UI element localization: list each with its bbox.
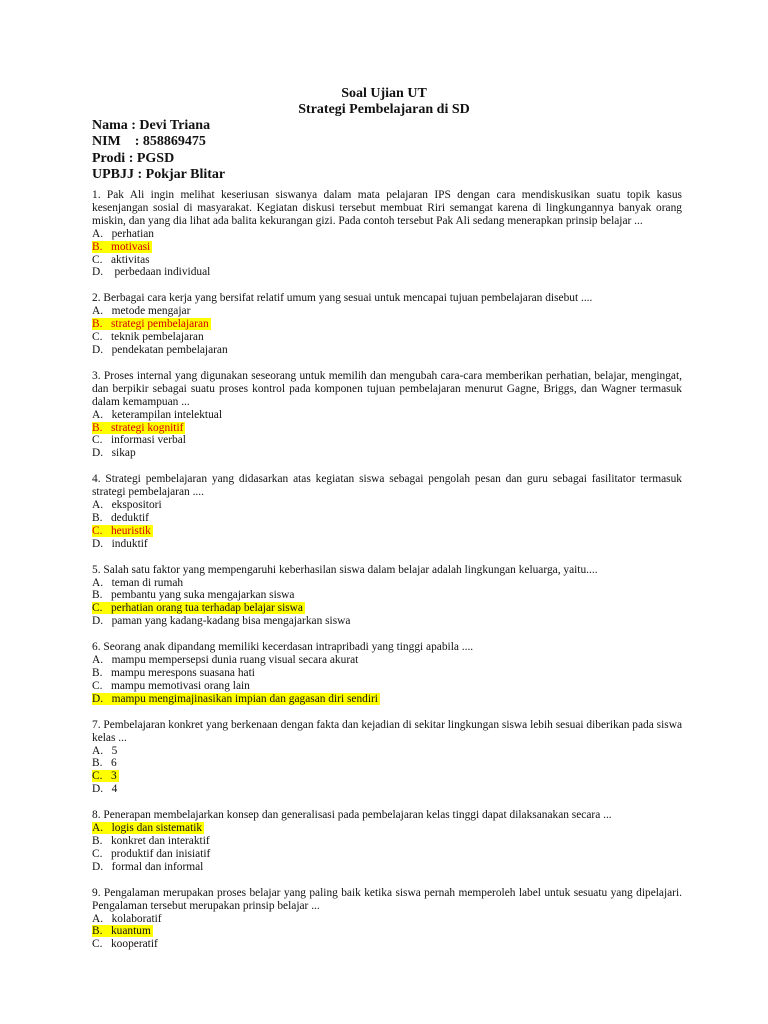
- answer-option-text: D. pendekatan pembelajaran: [92, 343, 228, 356]
- question-stem: 3. Proses internal yang digunakan seseorang untuk memilih dan mengubah cara-cara memberikan perhatian, belajar, mengingat, dan berpikir sebagai suatu proses kontrol pada komponen tujuan pembelajaran menurut Gagne, Briggs, dan Wagner termasuk dalam kemampuan ...: [92, 369, 682, 408]
- exam-subtitle: Strategi Pembelajaran di SD: [298, 102, 470, 117]
- question-stem: 7. Pembelajaran konkret yang berkenaan dengan fakta dan kejadian di sekitar lingkungan siswa lebih sesuai diberikan pada siswa kelas ...: [92, 718, 682, 744]
- question-item: [92, 564, 682, 629]
- answer-option-text: C. kooperatif: [92, 938, 158, 951]
- question-stem: 5. Salah satu faktor yang mempengaruhi keberhasilan siswa dalam belajar adalah lingkungan keluarga, yaitu....: [92, 563, 598, 576]
- answer-option-text: C. mampu memotivasi orang lain: [92, 679, 250, 692]
- question-stem: 1. Pak Ali ingin melihat keseriusan siswanya dalam mata pelajaran IPS dengan cara mendiskusikan suatu topik kasus kesenjangan sosial di masyarakat. Kegiatan diskusi tersebut membuat Riri semangat karena di lingkungannya banyak orang miskin, dan yang dia lihat ada balita kekurangan gizi. Pada contoh tersebut Pak Ali sedang menerapkan prinsip belajar ...: [92, 189, 682, 227]
- answer-option: [92, 745, 682, 758]
- question-stem: 8. Penerapan membelajarkan konsep dan generalisasi pada pembelajaran kelas tinggi dapat dilaksanakan secara ...: [92, 809, 612, 822]
- answer-option-text: A. keterampilan intelektual: [92, 408, 222, 421]
- answer-option-text: B. deduktif: [92, 511, 149, 524]
- answer-option: [92, 344, 682, 357]
- question-item: [92, 641, 682, 706]
- student-nim: NIM : 858869475: [92, 134, 206, 150]
- answer-option-text: C. heuristik: [92, 524, 151, 537]
- answer-option: [92, 938, 682, 951]
- answer-option-text: C. aktivitas: [92, 253, 150, 266]
- answer-option-highlighted: [92, 822, 682, 835]
- answer-option: [92, 538, 682, 551]
- answer-option-highlighted: [92, 525, 682, 538]
- answer-option-text: C. produktif dan inisiatif: [92, 847, 211, 860]
- student-upbjj: UPBJJ : Pokjar Blitar: [92, 167, 226, 183]
- answer-option-text: D. sikap: [92, 447, 136, 460]
- answer-option-text: A. ekspositori: [92, 499, 162, 512]
- question-item: [92, 292, 682, 357]
- answer-option-highlighted: [92, 693, 682, 706]
- answer-option-text: A. 5: [92, 744, 118, 757]
- answer-option: [92, 434, 682, 447]
- answer-option-text: D. formal dan informal: [92, 860, 204, 873]
- answer-option: [92, 913, 682, 926]
- question-item: [92, 809, 682, 874]
- answer-option-text: D. 4: [92, 783, 118, 796]
- answer-option: [92, 447, 682, 460]
- answer-option-text: A. perhatian: [92, 227, 154, 240]
- answer-option-text: B. strategi kognitif: [92, 421, 184, 434]
- answer-option: [92, 783, 682, 796]
- answer-option-text: D. induktif: [92, 537, 148, 550]
- answer-option-text: B. 6: [92, 757, 117, 770]
- answer-option-highlighted: [92, 422, 682, 435]
- answer-option: [92, 861, 682, 874]
- answer-option: [92, 577, 682, 590]
- answer-option-text: A. teman di rumah: [92, 576, 184, 589]
- student-name: Nama : Devi Triana: [92, 118, 211, 133]
- answer-option: [92, 254, 682, 267]
- answer-option-text: D. mampu mengimajinasikan impian dan gagasan diri sendiri: [92, 692, 378, 705]
- answer-option-text: C. perhatian orang tua terhadap belajar siswa: [92, 602, 303, 615]
- answer-option-text: A. logis dan sistematik: [92, 822, 203, 835]
- answer-option-text: A. mampu mempersepsi dunia ruang visual secara akurat: [92, 654, 359, 667]
- student-prodi: Prodi : PGSD: [92, 150, 175, 166]
- student-info: [92, 118, 225, 184]
- answer-option-text: B. kuantum: [92, 925, 151, 938]
- answer-option-highlighted: [92, 318, 682, 331]
- answer-option: [92, 848, 682, 861]
- answer-option: [92, 331, 682, 344]
- question-stem: 2. Berbagai cara kerja yang bersifat relatif umum yang sesuai untuk mencapai tujuan pembelajaran disebut ....: [92, 292, 593, 305]
- answer-option: [92, 228, 682, 241]
- answer-option: [92, 266, 682, 279]
- answer-option-text: B. konkret dan interaktif: [92, 834, 210, 847]
- question-list: [92, 189, 682, 964]
- answer-option: [92, 835, 682, 848]
- answer-option-text: C. informasi verbal: [92, 434, 186, 447]
- answer-option-highlighted: [92, 241, 682, 254]
- answer-option: [92, 615, 682, 628]
- answer-option: [92, 589, 682, 602]
- answer-option: [92, 757, 682, 770]
- answer-option-text: B. strategi pembelajaran: [92, 318, 209, 331]
- answer-option-text: D. perbedaan individual: [92, 266, 211, 279]
- answer-option-text: C. teknik pembelajaran: [92, 331, 204, 344]
- answer-option-highlighted: [92, 770, 682, 783]
- answer-option: [92, 499, 682, 512]
- answer-option-text: B. motivasi: [92, 240, 151, 253]
- question-stem: 9. Pengalaman merupakan proses belajar yang paling baik ketika siswa pernah memperoleh label untuk sesuatu yang dipelajari. Pengalaman tersebut merupakan prinsip belajar ...: [92, 886, 682, 912]
- question-item: [92, 473, 682, 550]
- question-item: [92, 189, 682, 279]
- answer-option: [92, 409, 682, 422]
- answer-option-text: D. paman yang kadang-kadang bisa mengajarkan siswa: [92, 615, 351, 628]
- answer-option: [92, 680, 682, 693]
- question-item: [92, 887, 682, 952]
- answer-option-highlighted: [92, 602, 682, 615]
- question-item: [92, 370, 682, 460]
- answer-option-text: A. kolaboratif: [92, 912, 162, 925]
- exam-title: Soal Ujian UT: [341, 86, 427, 101]
- answer-option-text: B. pembantu yang suka mengajarkan siswa: [92, 589, 295, 602]
- question-stem: 6. Seorang anak dipandang memiliki kecerdasan intrapribadi yang tinggi apabila ....: [92, 641, 474, 654]
- answer-option: [92, 667, 682, 680]
- question-item: [92, 719, 682, 796]
- answer-option-highlighted: [92, 925, 682, 938]
- answer-option-text: B. mampu merespons suasana hati: [92, 667, 255, 679]
- answer-option-text: A. metode mengajar: [92, 305, 191, 318]
- answer-option-text: C. 3: [92, 770, 117, 783]
- answer-option: [92, 512, 682, 525]
- answer-option: [92, 654, 682, 667]
- question-stem: 4. Strategi pembelajaran yang didasarkan atas kegiatan siswa sebagai pengolah pesan dan guru sebagai fasilitator termasuk strategi pembelajaran ....: [92, 473, 682, 499]
- answer-option: [92, 305, 682, 318]
